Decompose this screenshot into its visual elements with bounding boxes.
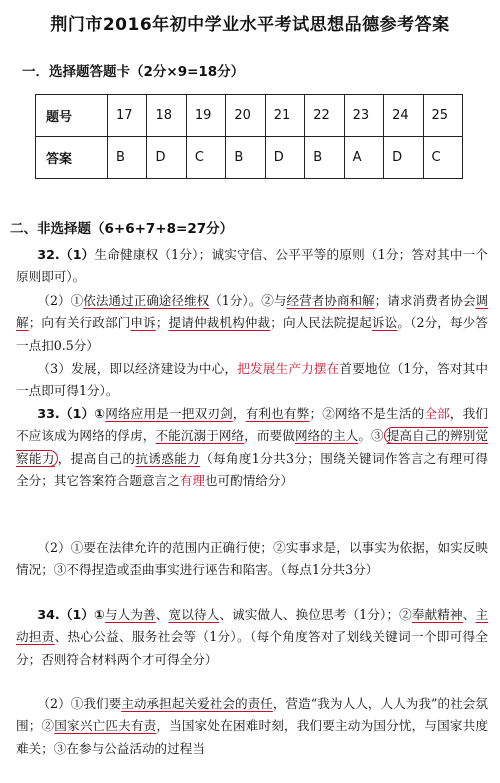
answer-text: ，当国家处在困难时刻，我们要主动为国分忧，与国家共度难关；③在参与公益活动的过程当 bbox=[16, 718, 489, 756]
underlined-keyword: 依法通过正确途径维权 bbox=[83, 293, 210, 308]
underlined-keyword: 提请仲裁机构仲裁 bbox=[168, 315, 271, 331]
answer-text: 。（2分，每少答一点扣0.5分） bbox=[16, 315, 489, 353]
answer-text: 生命健康权（1分）；诚实守信、公平平等的原则（1分；答对其中一个原则即可）。 bbox=[16, 247, 488, 285]
answer-cell: D bbox=[147, 137, 186, 179]
answer-text: ；向人民法院提起 bbox=[270, 315, 372, 331]
row-label-number: 题号 bbox=[36, 95, 108, 137]
section-nonchoice-heading: 二、非选择题（6+6+7+8=27分） bbox=[10, 221, 234, 237]
answer-text: 首要地位（1分，答对其中一点即可得1分）。 bbox=[16, 361, 489, 399]
answer-32-3 bbox=[16, 358, 488, 403]
table-row bbox=[36, 137, 463, 179]
underlined-keyword: 奉献精神 bbox=[411, 607, 463, 622]
answer-33-2 bbox=[16, 537, 488, 582]
circled-keyword: 提高自己的辨别觉察能力 bbox=[16, 428, 489, 466]
highlighted-keyword: 把发展生产力摆在 bbox=[237, 361, 340, 376]
underlined-keyword: 有利也有弊 bbox=[245, 406, 310, 421]
answer-cell: B bbox=[226, 137, 265, 179]
answer-cell: B bbox=[108, 137, 147, 179]
underlined-keyword: 调解 bbox=[16, 293, 489, 331]
answer-card-table bbox=[35, 94, 463, 179]
underlined-keyword: 抗诱惑能力 bbox=[135, 450, 201, 466]
answer-32-1 bbox=[16, 244, 488, 289]
answer-text: 、热心公益、服务社会等（1分）。（每个角度答对了划线关键词一个即可得全分；否则符合材料两个才可得全分） bbox=[16, 629, 489, 667]
answer-cell: C bbox=[423, 137, 463, 179]
answer-text: 、 bbox=[155, 607, 169, 622]
answer-cell: B bbox=[305, 137, 344, 179]
underlined-keyword: 网络应用是一把双刃剑 bbox=[105, 406, 233, 421]
answer-text: （每角度1分共3分；围绕关键词作答言之有理可得全分；其它答案符合题意言之 bbox=[16, 450, 489, 488]
underlined-keyword: 诉讼 bbox=[371, 315, 398, 331]
answer-text: （2）①我们要 bbox=[37, 696, 122, 711]
answer-34-1 bbox=[16, 604, 488, 671]
answer-cell: D bbox=[384, 137, 423, 179]
answer-text: 也可酌情给分） bbox=[204, 472, 294, 488]
highlighted-keyword: 全部 bbox=[424, 406, 450, 421]
answer-text: ；请求消费者协会 bbox=[374, 293, 476, 308]
row-label-answer: 答案 bbox=[36, 137, 108, 179]
underlined-keyword: 不能沉溺于网络 bbox=[155, 428, 245, 444]
answer-text: 。③ bbox=[358, 428, 384, 444]
answer-text: ，营造“我为人人，人人为我”的社会氛围；② bbox=[16, 696, 488, 734]
answer-33-1 bbox=[16, 403, 488, 492]
underlined-keyword: 宽以待人 bbox=[168, 607, 220, 622]
question-label: 32.（1） bbox=[37, 247, 95, 262]
question-number: 25 bbox=[423, 95, 463, 137]
question-number: 24 bbox=[384, 95, 423, 137]
answer-text: 、 bbox=[462, 607, 476, 622]
underlined-keyword: 网络的主人 bbox=[294, 428, 359, 444]
answer-34-2 bbox=[16, 693, 488, 760]
underlined-keyword: 申诉 bbox=[130, 315, 156, 331]
answer-text: ，我们不应该成为网络的俘虏， bbox=[16, 406, 488, 444]
question-label: 34.（1）① bbox=[37, 607, 105, 622]
underlined-keyword: 经营者协商和解 bbox=[286, 293, 375, 308]
underlined-keyword: 主动承担起关爱社会的责任 bbox=[121, 696, 273, 711]
answer-text: （3）发展，即以经济建设为中心， bbox=[37, 361, 238, 376]
answer-text: ； bbox=[155, 315, 169, 331]
question-label: 33.（1）① bbox=[37, 406, 106, 421]
underlined-keyword: 国家兴亡匹夫有责 bbox=[54, 718, 157, 734]
answer-text: ， bbox=[232, 406, 246, 421]
answer-cell: D bbox=[265, 137, 304, 179]
question-number: 18 bbox=[147, 95, 186, 137]
answer-text: ，而要做 bbox=[244, 428, 295, 444]
highlighted-keyword: 有理 bbox=[179, 472, 205, 488]
answer-text: （2）① bbox=[37, 293, 84, 308]
section-choice-heading: 一．选择题答题卡（2分×9=18分） bbox=[22, 64, 245, 80]
question-number: 17 bbox=[108, 95, 147, 137]
answer-cell: A bbox=[344, 137, 383, 179]
question-number: 23 bbox=[344, 95, 383, 137]
question-number: 20 bbox=[226, 95, 265, 137]
underlined-keyword: 主动担责 bbox=[16, 607, 489, 645]
answer-text: 、诚实做人、换位思考（1分）；② bbox=[219, 607, 412, 622]
page-title: 荆门市2016年初中学业水平考试思想品德参考答案 bbox=[50, 15, 450, 35]
answer-32-2 bbox=[16, 290, 488, 357]
answer-cell: C bbox=[186, 137, 225, 179]
question-number: 22 bbox=[305, 95, 344, 137]
question-number: 21 bbox=[265, 95, 304, 137]
answer-text: ，提高自己的 bbox=[57, 450, 136, 466]
answer-text: ；向有关行政部门 bbox=[28, 315, 131, 331]
answer-text: （1分）。②与 bbox=[209, 293, 287, 308]
question-number: 19 bbox=[186, 95, 225, 137]
underlined-keyword: 与人为善 bbox=[104, 607, 156, 622]
answer-text: （2）①要在法律允许的范围内正确行使；②实事求是，以事实为依据，如实反映情况；③不得捏造或歪曲事实进行诬告和陷害。（每点1分共3分） bbox=[16, 540, 488, 578]
table-row bbox=[36, 95, 463, 137]
answer-text: ；②网络不是生活的 bbox=[309, 406, 425, 421]
